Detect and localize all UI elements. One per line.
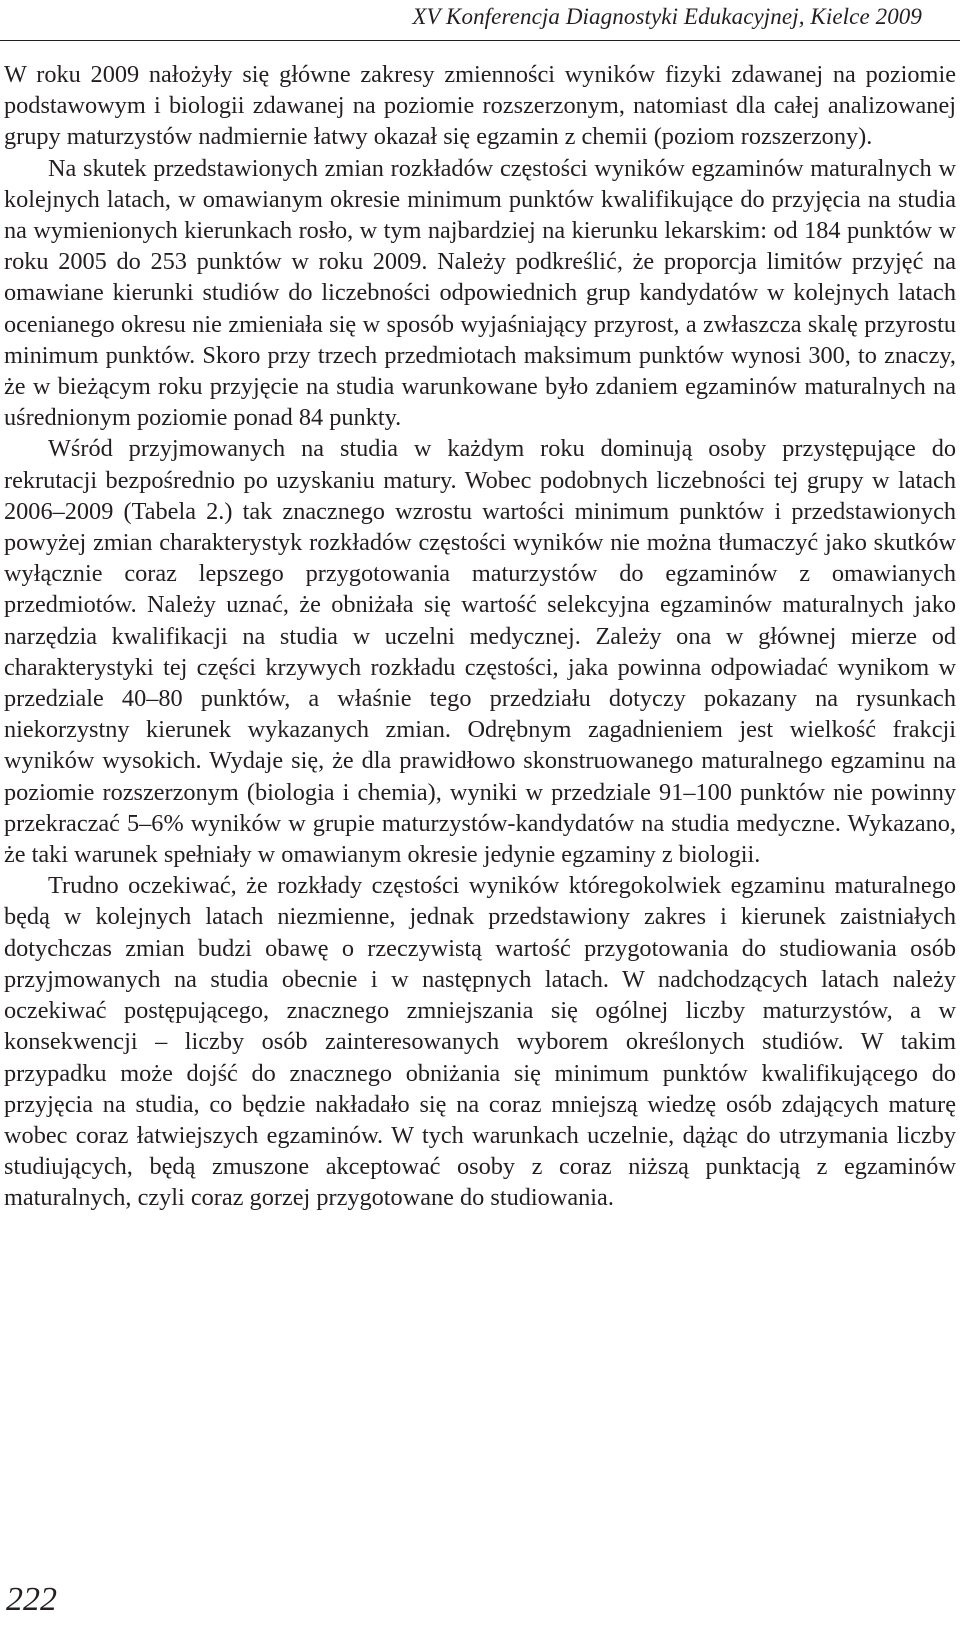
body-text: [4, 59, 956, 1214]
header-rule: [0, 40, 960, 41]
page-number: 222: [6, 1581, 57, 1618]
paragraph-1: W roku 2009 nałożyły się główne zakresy zmienności wyników fizyki zdawanej na poziomie podstawowym i biologii zdawanej na poziomie rozszerzonym, natomiast dla całej analizowanej grupy maturzystów nadmiernie łatwy okazał się egzamin z chemii (poziom rozszerzony).: [4, 61, 956, 151]
paragraph-4: Trudno oczekiwać, że rozkłady częstości wyników któregokolwiek egzaminu maturalnego będą w kolejnych latach niezmienne, jednak przedstawiony zakres i kierunek zaistniałych dotychczas zmian budzi obawę o rzeczywistą wartość przygotowania do studiowania osób przyjmowanych na studia obecnie i w następnych latach. W nadchodzących latach należy oczekiwać postępującego, znacznego zmniejszania się ogólnej liczby maturzystów, a w konsekwencji – liczby osób zainteresowanych wyborem określonych studiów. W takim przypadku może dojść do znacznego obniżania się minimum punktów kwalifikującego do przyjęcia na studia, co będzie nakładało się na coraz mniejszą wiedzę osób zdających maturę wobec coraz łatwiejszych egzaminów. W tych warunkach uczelnie, dążąc do utrzymania liczby studiujących, będą zmuszone akceptować osoby z coraz niższą punktacją z egzaminów maturalnych, czyli coraz gorzej przygotowane do studiowania.: [4, 872, 956, 1212]
paragraph-2: Na skutek przedstawionych zmian rozkładów częstości wyników egzaminów maturalnych w kolejnych latach, w omawianym okresie minimum punktów kwalifikujące do przyjęcia na studia na wymienionych kierunkach rosło, w tym najbardziej na kierunku lekarskim: od 184 punktów w roku 2005 do 253 punktów w roku 2009. Należy podkreślić, że proporcja limitów przyjęć na omawiane kierunki studiów do liczebności odpowiednich grup kandydatów w kolejnych latach ocenianego okresu nie zmieniała się w sposób wyjaśniający przyrost, a zwłaszcza skalę przyrostu minimum punktów. Skoro przy trzech przedmiotach maksimum punktów wynosi 300, to znaczy, że w bieżącym roku przyjęcie na studia warunkowane było zdaniem egzaminów maturalnych na uśrednionym poziomie ponad 84 punkty.: [4, 154, 956, 432]
running-header: XV Konferencja Diagnostyki Edukacyjnej, Kielce 2009: [412, 4, 922, 29]
paragraph-3: Wśród przyjmowanych na studia w każdym roku dominują osoby przystępujące do rekrutacji bezpośrednio po uzyskaniu matury. Wobec podobnych liczebności tej grupy w latach 2006–2009 (Tabela 2.) tak znacznego wzrostu wartości minimum punktów i przedstawionych powyżej zmian charakterystyk rozkładów częstości wyników nie można tłumaczyć jako skutków wyłącznie coraz lepszego przygotowania maturzystów do egzaminów z omawianych przedmiotów. Należy uznać, że obniżała się wartość selekcyjna egzaminów maturalnych jako narzędzia kwalifikacji na studia w uczelni medycznej. Zależy ona w głównej mierze od charakterystyki tej części krzywych rozkładu częstości, jaka powinna odpowiadać wynikom w przedziale 40–80 punktów, a właśnie tego przedziału dotyczy pokazany na rysunkach niekorzystny kierunek wykazanych zmian. Odrębnym zagadnieniem jest wielkość frakcji wyników wysokich. Wydaje się, że dla prawidłowo skonstruowanego maturalnego egzaminu na poziomie rozszerzonym (biologia i chemia), wyniki w przedziale 91–100 punktów nie powinny przekraczać 5–6% wyników w grupie maturzystów-kandydatów na studia medyczne. Wykazano, że taki warunek spełniały w omawianym okresie jedynie egzaminy z biologii.: [4, 435, 956, 869]
